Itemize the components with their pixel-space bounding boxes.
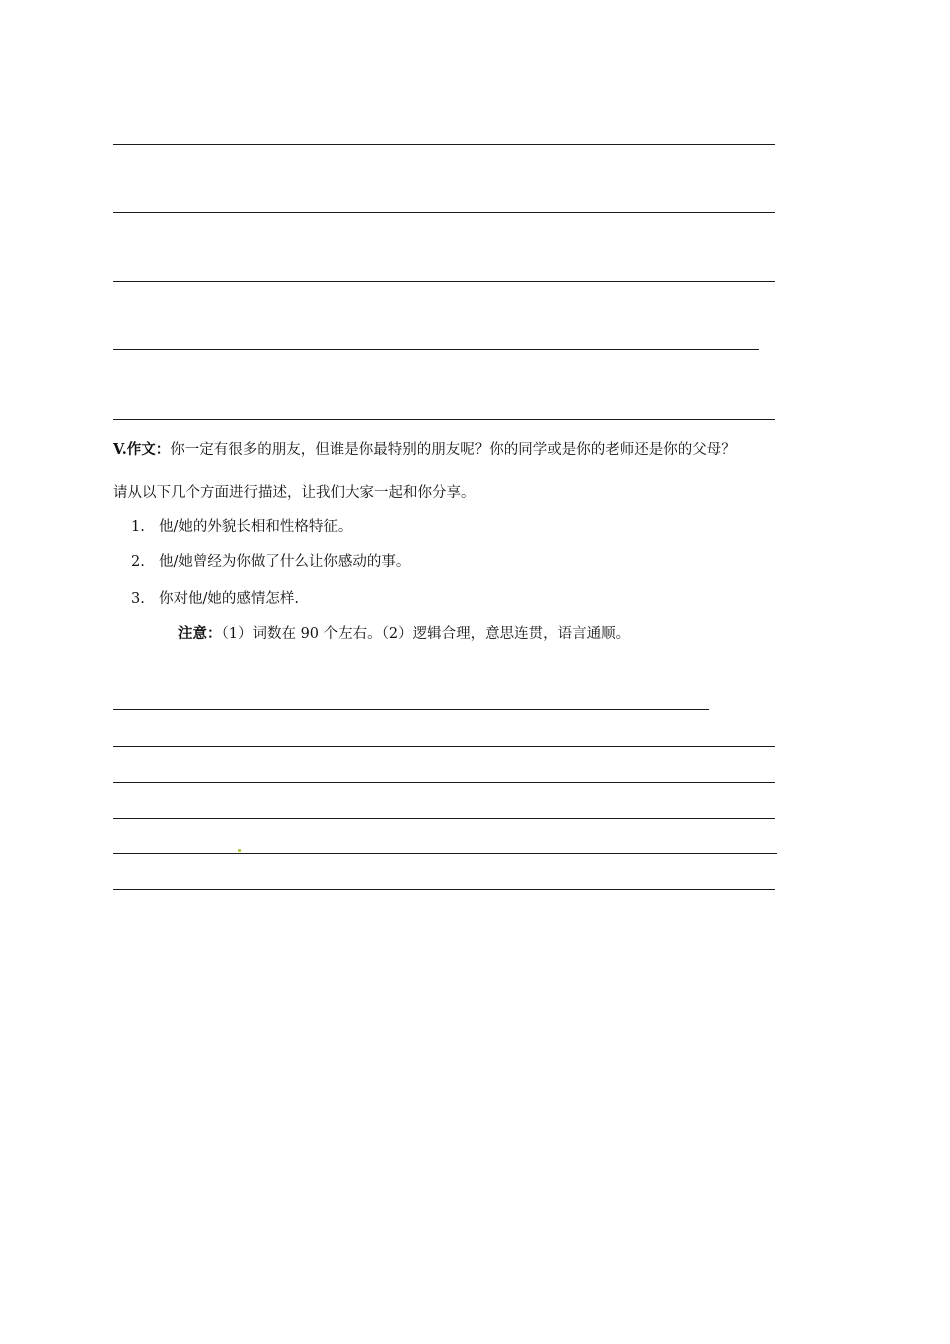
answer-line <box>113 144 775 145</box>
writing-line <box>113 889 775 890</box>
stray-mark <box>238 849 241 852</box>
list-item-text: 他/她的外貌长相和性格特征。 <box>159 519 353 535</box>
writing-line <box>113 746 775 747</box>
answer-line <box>113 349 759 350</box>
list-item-number: 1. <box>131 519 145 535</box>
section-label: V.作文： <box>113 441 171 458</box>
section-prompt-line2: 请从以下几个方面进行描述，让我们大家一起和你分享。 <box>113 485 476 501</box>
answer-line <box>113 419 775 420</box>
note-text: （1）词数在 90 个左右。（2）逻辑合理，意思连贯，语言通顺。 <box>221 626 631 642</box>
answer-line <box>113 281 775 282</box>
writing-line <box>113 709 709 710</box>
list-item-number: 2. <box>131 554 145 570</box>
answer-line <box>113 212 775 213</box>
section-prompt-line1 <box>113 440 736 460</box>
note-label: 注意： <box>178 625 222 642</box>
list-item-number: 3. <box>131 591 145 607</box>
list-item <box>131 589 299 609</box>
note-line <box>178 624 630 644</box>
writing-line <box>113 818 775 819</box>
writing-line <box>113 782 775 783</box>
writing-line <box>113 853 777 854</box>
list-item-text: 他/她曾经为你做了什么让你感动的事。 <box>159 554 411 570</box>
section-prompt-text: 你一定有很多的朋友，但谁是你最特别的朋友呢？你的同学或是你的老师还是你的父母？ <box>170 442 736 458</box>
list-item <box>131 552 410 572</box>
list-item <box>131 517 352 537</box>
list-item-text: 你对他/她的感情怎样. <box>159 591 299 607</box>
